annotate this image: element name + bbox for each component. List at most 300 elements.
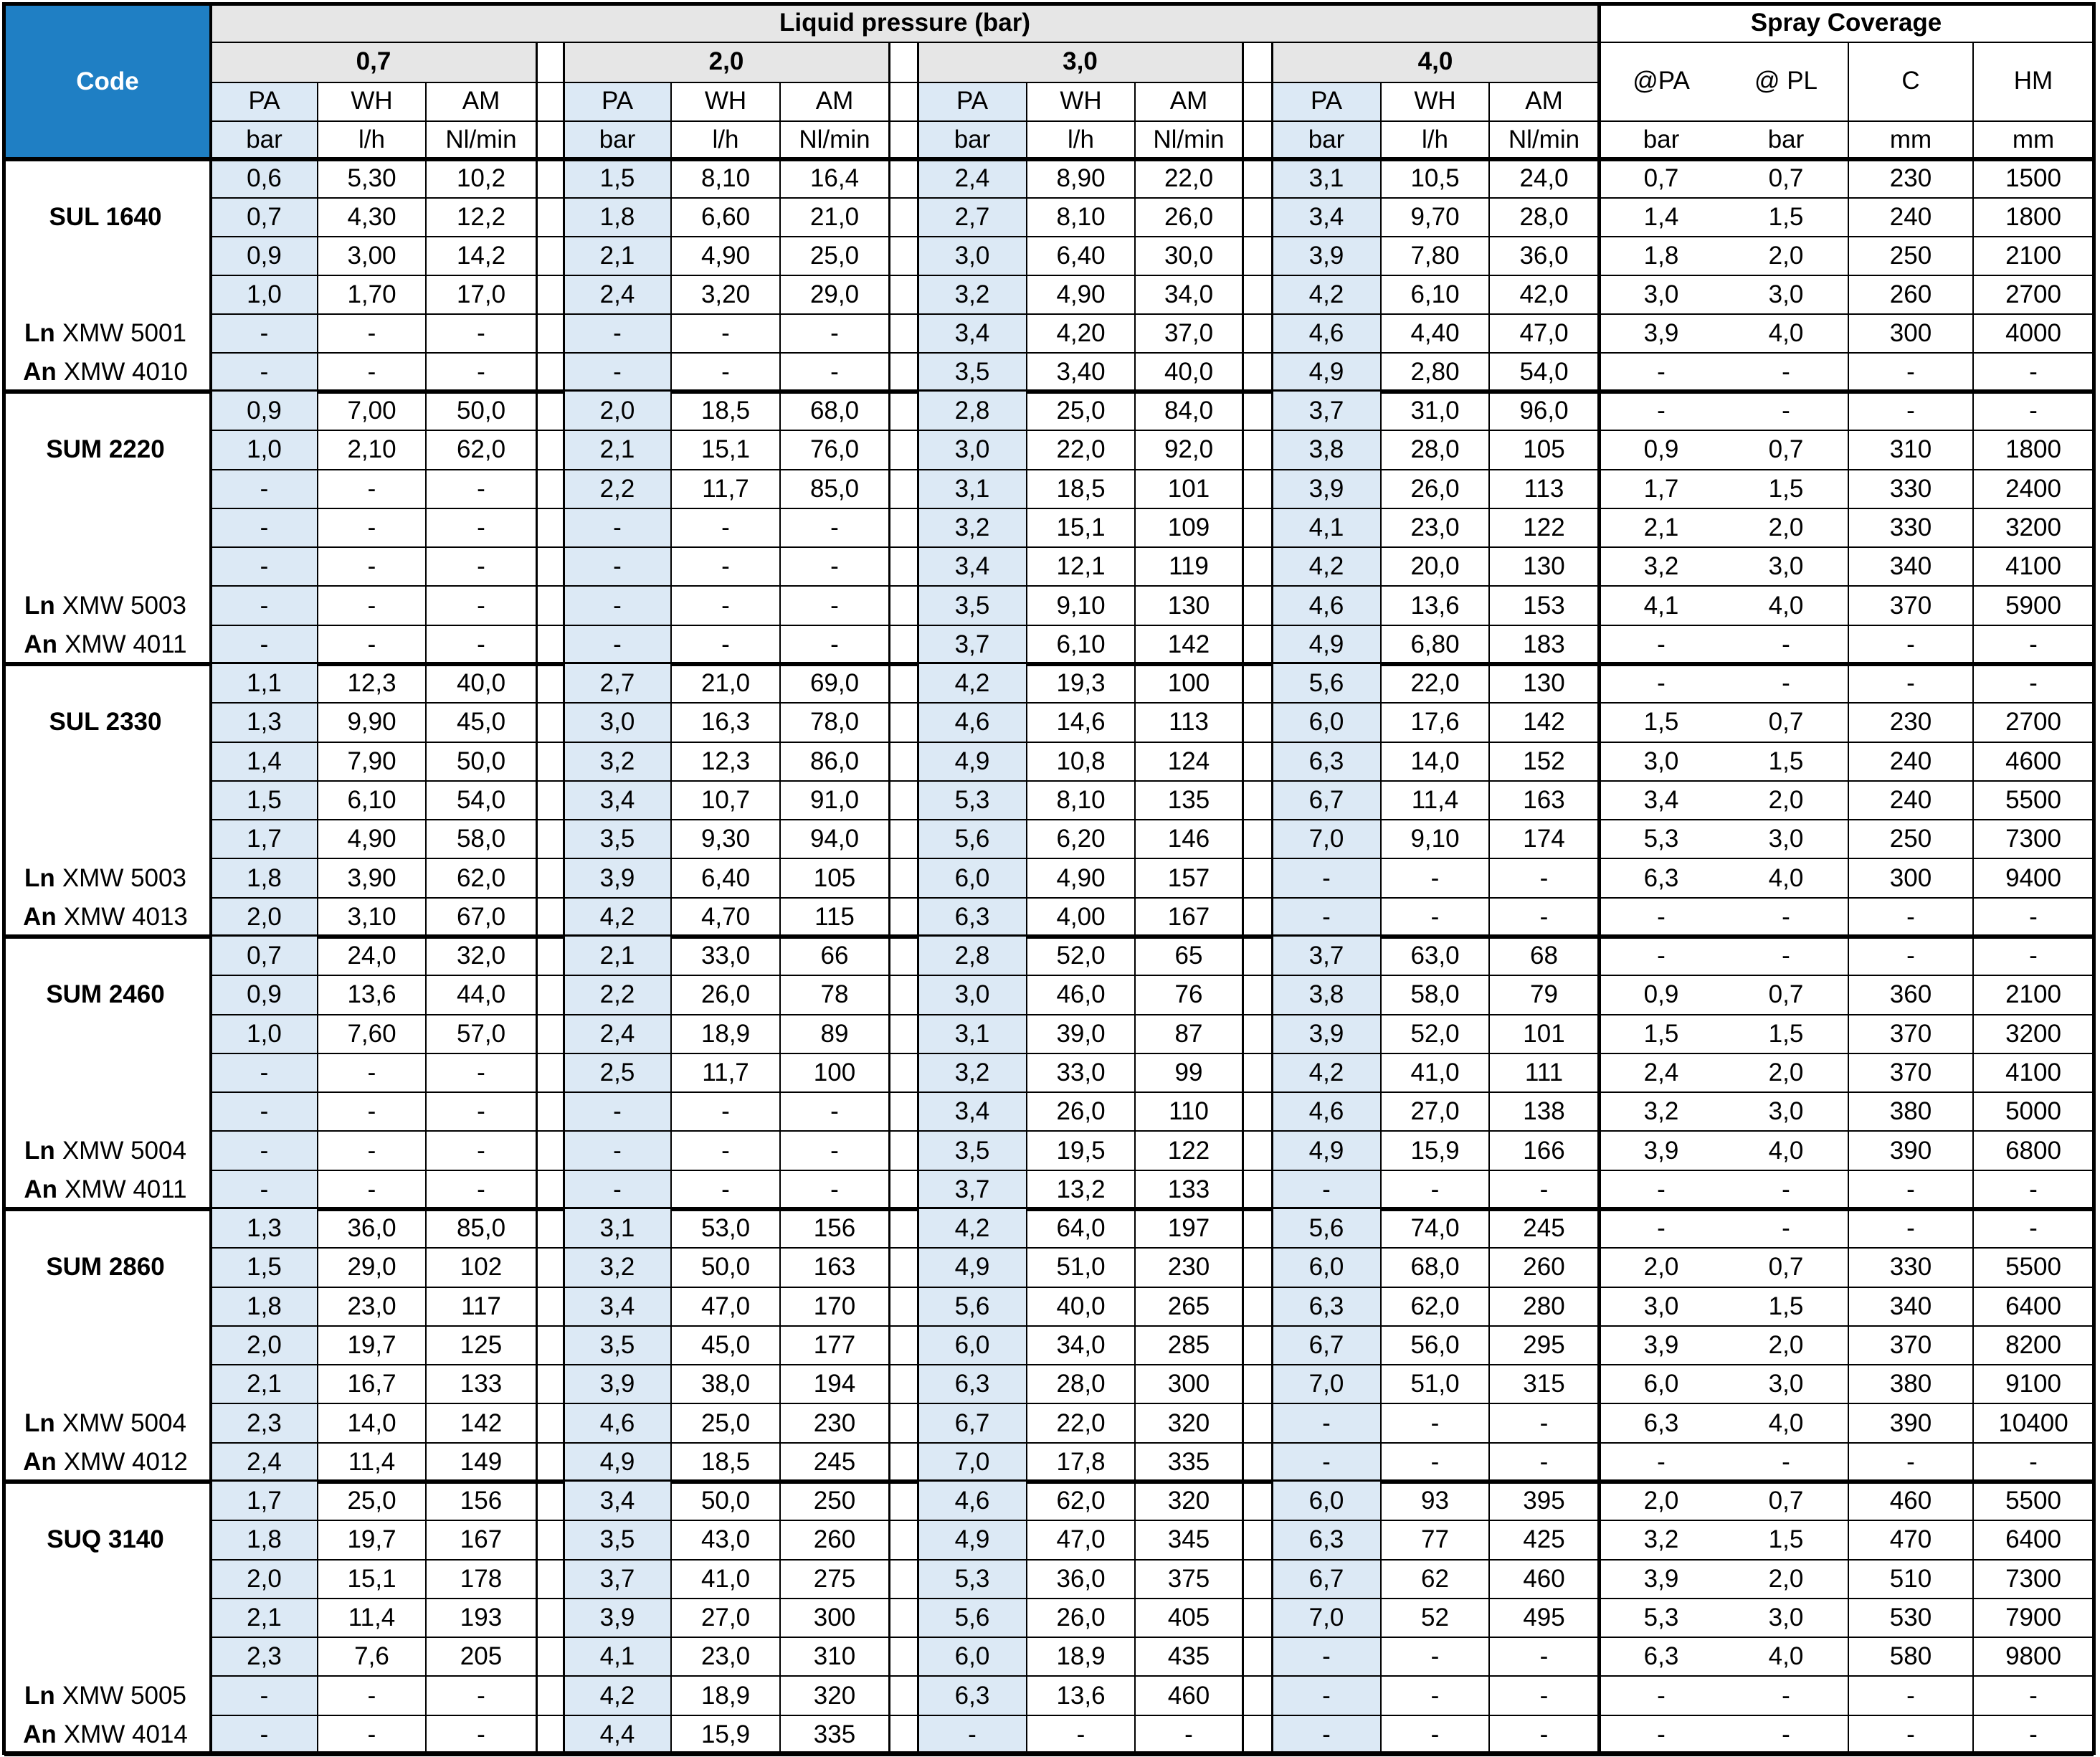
- table-cell: -: [260, 1136, 269, 1165]
- ln-prefix: Ln: [24, 1136, 55, 1165]
- table-cell: 3,00: [347, 242, 396, 270]
- table-cell: 275: [813, 1564, 856, 1593]
- table-cell: 370: [1889, 591, 1932, 620]
- table-cell: 25,0: [809, 242, 860, 270]
- table-row: [0, 508, 2100, 547]
- table-row: [0, 898, 2100, 937]
- table-cell: 15,9: [700, 1720, 751, 1748]
- ln-code-label: [4, 586, 206, 625]
- table-cell: 14,2: [456, 242, 506, 270]
- table-cell: 62,0: [1056, 1487, 1106, 1515]
- ln-code-label: [4, 858, 206, 897]
- an-code-label: [4, 1170, 206, 1209]
- table-cell: 3,2: [954, 280, 990, 308]
- row-divider: [211, 1247, 2094, 1249]
- table-cell: -: [1906, 1681, 1915, 1710]
- table-cell: -: [1539, 1175, 1549, 1203]
- table-cell: 3,9: [1643, 1330, 1679, 1359]
- gap-line: [1242, 42, 1244, 1754]
- table-cell: 15,9: [1410, 1136, 1460, 1165]
- table-cell: 5,3: [954, 1564, 990, 1593]
- table-cell: 117: [461, 1292, 501, 1320]
- table-cell: 2700: [2005, 280, 2061, 308]
- table-cell: 360: [1889, 980, 1932, 1009]
- table-cell: 3,4: [599, 1487, 635, 1515]
- row-divider: [211, 469, 2094, 470]
- table-row: [0, 703, 2100, 742]
- table-cell: 6,60: [700, 203, 751, 231]
- table-cell: 495: [1523, 1603, 1565, 1632]
- table-cell: 2,80: [1410, 358, 1460, 386]
- table-cell: 4600: [2005, 747, 2061, 775]
- table-cell: 167: [1167, 902, 1210, 931]
- table-cell: -: [1430, 863, 1440, 892]
- table-cell: 3,5: [954, 591, 990, 620]
- table-cell: -: [1657, 1681, 1666, 1710]
- table-cell: 1,5: [1768, 1292, 1804, 1320]
- table-cell: 1,0: [247, 280, 282, 308]
- table-cell: 4,9: [954, 1253, 990, 1282]
- product-code-label: SUM 2460: [46, 980, 165, 1009]
- row-divider: [211, 197, 2094, 199]
- table-cell: 3,9: [1643, 1136, 1679, 1165]
- table-cell: 2,0: [1768, 242, 1804, 270]
- table-cell: -: [613, 630, 622, 658]
- table-cell: 31,0: [1410, 397, 1460, 425]
- table-row: [0, 1520, 2100, 1559]
- table-cell: 3,0: [954, 242, 990, 270]
- table-cell: -: [367, 630, 376, 658]
- table-cell: 2,10: [347, 435, 396, 464]
- table-cell: 100: [813, 1058, 856, 1086]
- table-cell: 460: [1167, 1681, 1210, 1710]
- table-cell: 15,1: [347, 1564, 396, 1593]
- table-cell: -: [260, 552, 269, 581]
- table-cell: -: [1782, 1214, 1790, 1243]
- table-cell: 6,3: [954, 902, 990, 931]
- table-cell: 30,0: [1164, 242, 1214, 270]
- table-cell: 1,0: [247, 435, 282, 464]
- an-code: XMW 4011: [65, 630, 187, 658]
- ln-code: XMW 5004: [62, 1408, 186, 1437]
- table-cell: 4,9: [1308, 1136, 1344, 1165]
- table-cell: 167: [460, 1525, 503, 1554]
- table-cell: 1800: [2005, 203, 2061, 231]
- table-cell: 25,0: [1056, 397, 1106, 425]
- table-cell: 3,7: [599, 1564, 635, 1593]
- table-row: [0, 858, 2100, 897]
- table-cell: 42,0: [1519, 280, 1569, 308]
- table-cell: 58,0: [1410, 980, 1460, 1009]
- table-cell: 6,3: [1643, 863, 1679, 892]
- table-cell: 9100: [2005, 1370, 2061, 1398]
- table-cell: -: [367, 1681, 376, 1710]
- table-cell: 2,0: [1768, 1058, 1804, 1086]
- table-cell: 3,9: [599, 1603, 635, 1632]
- table-cell: -: [1906, 1175, 1915, 1203]
- table-cell: -: [1430, 1175, 1440, 1203]
- ln-code-label: [4, 1676, 206, 1715]
- table-cell: 19,3: [1056, 669, 1106, 698]
- table-row: [0, 159, 2100, 198]
- table-cell: 3,2: [599, 747, 635, 775]
- table-cell: 3,1: [954, 474, 990, 503]
- table-cell: -: [367, 1136, 376, 1165]
- table-cell: 2,7: [599, 669, 635, 698]
- row-divider: [211, 275, 2094, 276]
- table-cell: 250: [813, 1487, 856, 1515]
- table-cell: 15,1: [700, 435, 751, 464]
- table-cell: 1,5: [1768, 474, 1804, 503]
- table-cell: 2,3: [247, 1642, 282, 1671]
- unit-header: Nl/min: [1153, 126, 1225, 153]
- table-cell: 163: [1523, 785, 1565, 814]
- table-cell: 230: [813, 1408, 856, 1437]
- table-cell: 4,9: [954, 1525, 990, 1554]
- table-cell: 85,0: [809, 474, 860, 503]
- table-cell: 6,20: [1056, 825, 1106, 853]
- table-cell: 3,2: [954, 513, 990, 541]
- table-cell: 26,0: [1056, 1097, 1106, 1126]
- table-cell: 36,0: [1056, 1564, 1106, 1593]
- table-row: [0, 937, 2100, 975]
- table-cell: 300: [1167, 1370, 1210, 1398]
- table-cell: 9800: [2005, 1642, 2061, 1671]
- table-cell: 6,3: [954, 1681, 990, 1710]
- column-header: WH: [1414, 87, 1456, 115]
- table-cell: 4,4: [599, 1720, 635, 1748]
- row-divider: [211, 780, 2094, 782]
- table-cell: 57,0: [456, 1019, 506, 1048]
- table-cell: 130: [1523, 552, 1565, 581]
- table-cell: -: [2029, 358, 2038, 386]
- table-cell: 295: [1523, 1330, 1565, 1359]
- table-cell: 6800: [2005, 1136, 2061, 1165]
- table-cell: 26,0: [700, 980, 751, 1009]
- table-cell: 105: [813, 863, 856, 892]
- ln-prefix: Ln: [24, 863, 55, 892]
- table-cell: 14,0: [347, 1408, 396, 1437]
- table-cell: 300: [813, 1603, 856, 1632]
- table-cell: 6,7: [1308, 1330, 1344, 1359]
- table-cell: -: [1906, 902, 1915, 931]
- table-cell: -: [1906, 669, 1915, 698]
- spray-coverage-header: Spray Coverage: [1750, 9, 1942, 37]
- an-code: XMW 4012: [63, 1447, 188, 1476]
- row-divider: [211, 1091, 2094, 1093]
- column-header: WH: [704, 87, 747, 115]
- column-header: PA: [1310, 87, 1343, 115]
- ln-code: XMW 5003: [62, 591, 186, 620]
- table-cell: 183: [1523, 630, 1565, 658]
- table-cell: 87: [1174, 1019, 1203, 1048]
- table-cell: -: [1782, 630, 1790, 658]
- table-cell: 3,2: [599, 1253, 635, 1282]
- table-cell: 6,3: [1308, 1292, 1344, 1320]
- table-cell: 0,9: [1643, 435, 1679, 464]
- table-cell: 4,2: [1308, 1058, 1344, 1086]
- row-divider: [211, 508, 2094, 509]
- table-cell: -: [1539, 1681, 1549, 1710]
- table-cell: -: [613, 591, 622, 620]
- table-cell: 78,0: [809, 708, 860, 737]
- table-cell: 153: [1523, 591, 1565, 620]
- table-cell: -: [1782, 669, 1790, 698]
- table-cell: 4,90: [347, 825, 396, 853]
- table-cell: -: [1782, 397, 1790, 425]
- table-cell: 45,0: [456, 708, 506, 737]
- spray-unit-header: mm: [2012, 126, 2055, 153]
- table-cell: 3,0: [599, 708, 635, 737]
- table-cell: 4,0: [1768, 1408, 1804, 1437]
- table-cell: 50,0: [456, 397, 506, 425]
- table-cell: -: [1657, 1447, 1666, 1476]
- table-cell: 22,0: [1164, 164, 1214, 192]
- table-cell: 4,9: [599, 1447, 635, 1476]
- table-cell: 18,5: [1056, 474, 1106, 503]
- table-cell: 135: [1167, 785, 1210, 814]
- table-cell: 17,8: [1056, 1447, 1106, 1476]
- table-cell: 6,3: [1308, 747, 1344, 775]
- table-cell: 9,70: [1410, 203, 1460, 231]
- table-cell: -: [830, 1097, 839, 1126]
- table-cell: -: [721, 358, 730, 386]
- table-cell: 56,0: [1410, 1330, 1460, 1359]
- spray-column-header: C: [1901, 67, 1920, 95]
- table-cell: 36,0: [347, 1214, 396, 1243]
- table-cell: 7,80: [1410, 242, 1460, 270]
- table-cell: 177: [813, 1330, 856, 1359]
- table-cell: 92,0: [1164, 435, 1214, 464]
- table-cell: -: [830, 1175, 839, 1203]
- table-cell: 5500: [2005, 1253, 2061, 1282]
- column-header: WH: [1060, 87, 1102, 115]
- product-code-label: SUL 2330: [49, 708, 162, 737]
- table-cell: 28,0: [1410, 435, 1460, 464]
- table-cell: 2,1: [247, 1370, 282, 1398]
- table-cell: -: [1430, 1408, 1440, 1437]
- column-header: AM: [815, 87, 854, 115]
- unit-header: Nl/min: [445, 126, 517, 153]
- table-cell: 33,0: [700, 942, 751, 970]
- table-cell: 16,7: [347, 1370, 396, 1398]
- column-line: [1134, 82, 1136, 1754]
- table-cell: -: [613, 552, 622, 581]
- table-cell: 335: [1167, 1447, 1210, 1476]
- row-divider: [211, 585, 2094, 587]
- table-cell: 230: [1889, 164, 1932, 192]
- table-cell: 230: [1889, 708, 1932, 737]
- table-cell: 250: [1889, 825, 1932, 853]
- table-cell: 0,7: [1768, 1487, 1804, 1515]
- table-cell: 125: [460, 1330, 503, 1359]
- header-line: [211, 120, 2094, 122]
- table-cell: 1,5: [1643, 1019, 1679, 1048]
- table-cell: 99: [1174, 1058, 1203, 1086]
- table-cell: 29,0: [809, 280, 860, 308]
- column-header: AM: [1169, 87, 1208, 115]
- table-cell: -: [367, 1175, 376, 1203]
- table-cell: 100: [1167, 669, 1210, 698]
- table-cell: 4,20: [1056, 319, 1106, 347]
- table-cell: 11,4: [348, 1447, 396, 1476]
- table-cell: 54,0: [456, 785, 506, 814]
- table-cell: 1,5: [1768, 747, 1804, 775]
- table-cell: 12,2: [456, 203, 506, 231]
- table-cell: -: [260, 1175, 269, 1203]
- table-cell: 4,1: [599, 1642, 635, 1671]
- ln-prefix: Ln: [24, 1408, 55, 1437]
- table-cell: 15,1: [1056, 513, 1106, 541]
- table-cell: 370: [1889, 1019, 1932, 1048]
- table-cell: -: [260, 1058, 269, 1086]
- table-cell: 21,0: [700, 669, 751, 698]
- table-cell: 156: [813, 1214, 856, 1243]
- table-cell: 124: [1167, 747, 1210, 775]
- table-cell: -: [1322, 1720, 1331, 1748]
- product-code-label: SUM 2860: [46, 1253, 165, 1282]
- table-cell: 250: [1889, 242, 1932, 270]
- table-cell: 5,6: [1308, 669, 1344, 698]
- table-cell: -: [1906, 358, 1915, 386]
- row-divider: [211, 1442, 2094, 1444]
- table-cell: -: [2029, 397, 2038, 425]
- row-divider: [211, 1053, 2094, 1054]
- table-cell: 1,5: [247, 785, 282, 814]
- table-cell: 2,5: [599, 1058, 635, 1086]
- row-divider: [211, 1559, 2094, 1561]
- table-row: [0, 586, 2100, 625]
- pressure-group-header: 2,0: [708, 47, 744, 75]
- table-cell: 3,0: [1643, 747, 1679, 775]
- table-row: [0, 392, 2100, 430]
- gap-line: [563, 42, 565, 1754]
- table-cell: 425: [1523, 1525, 1565, 1554]
- table-cell: 340: [1889, 552, 1932, 581]
- ln-code: XMW 5001: [62, 319, 186, 347]
- table-cell: 6,40: [1056, 242, 1106, 270]
- ln-code-label: [4, 1403, 206, 1442]
- row-divider: [211, 1520, 2094, 1521]
- table-cell: 94,0: [809, 825, 860, 853]
- table-cell: 2,4: [599, 1019, 635, 1048]
- table-cell: 3,0: [1768, 1603, 1804, 1632]
- spray-column-header: @PA: [1633, 67, 1690, 95]
- table-cell: 2,3: [247, 1408, 282, 1437]
- table-cell: 9,30: [700, 825, 751, 853]
- header-line: [1599, 42, 2094, 43]
- table-cell: -: [1539, 863, 1549, 892]
- table-cell: 7,00: [347, 397, 396, 425]
- table-row: [0, 1560, 2100, 1599]
- table-cell: 3,20: [700, 280, 751, 308]
- table-cell: 62,0: [456, 435, 506, 464]
- unit-header: l/h: [358, 126, 385, 153]
- column-header: PA: [248, 87, 280, 115]
- table-cell: 320: [1167, 1487, 1210, 1515]
- table-cell: 205: [460, 1642, 503, 1671]
- table-cell: -: [1539, 1642, 1549, 1671]
- table-cell: 130: [1167, 591, 1210, 620]
- pressure-group-header: 4,0: [1417, 47, 1453, 75]
- table-cell: 3,5: [599, 1525, 635, 1554]
- table-cell: 19,7: [347, 1330, 396, 1359]
- table-cell: 2,1: [599, 242, 635, 270]
- table-cell: 4,90: [1056, 863, 1106, 892]
- table-cell: -: [721, 1175, 730, 1203]
- table-cell: 0,7: [247, 203, 282, 231]
- table-cell: 330: [1889, 1253, 1932, 1282]
- table-cell: 300: [1889, 319, 1932, 347]
- table-cell: 178: [460, 1564, 503, 1593]
- table-cell: 5,3: [954, 785, 990, 814]
- table-cell: 0,9: [247, 980, 282, 1009]
- table-cell: -: [968, 1720, 977, 1748]
- table-cell: 22,0: [1410, 669, 1460, 698]
- table-cell: 3,1: [954, 1019, 990, 1048]
- table-cell: 6400: [2005, 1525, 2061, 1554]
- table-cell: 460: [1523, 1564, 1565, 1593]
- an-code-label: [4, 1443, 206, 1482]
- table-row: [0, 664, 2100, 703]
- table-cell: 3,4: [954, 319, 990, 347]
- table-cell: 5,3: [1643, 1603, 1679, 1632]
- table-cell: 3,2: [954, 1058, 990, 1086]
- table-cell: 6,0: [1643, 1370, 1679, 1398]
- table-cell: 18,9: [1056, 1642, 1106, 1671]
- table-cell: 54,0: [1519, 358, 1569, 386]
- table-cell: -: [260, 630, 269, 658]
- table-cell: 33,0: [1056, 1058, 1106, 1086]
- table-cell: 370: [1889, 1330, 1932, 1359]
- table-cell: 68,0: [1410, 1253, 1460, 1282]
- table-cell: -: [477, 474, 485, 503]
- table-cell: 435: [1167, 1642, 1210, 1671]
- table-cell: 3,4: [599, 1292, 635, 1320]
- table-cell: -: [2029, 942, 2038, 970]
- table-cell: 2,0: [1643, 1253, 1679, 1282]
- table-cell: 4,0: [1768, 319, 1804, 347]
- table-cell: -: [613, 1175, 622, 1203]
- table-cell: -: [367, 552, 376, 581]
- table-cell: -: [477, 1681, 485, 1710]
- table-cell: 6,7: [1308, 785, 1344, 814]
- table-cell: 7300: [2005, 825, 2061, 853]
- table-row: [0, 198, 2100, 237]
- table-cell: 51,0: [1410, 1370, 1460, 1398]
- table-cell: 29,0: [347, 1253, 396, 1282]
- table-cell: 4,6: [599, 1408, 635, 1437]
- table-cell: 13,6: [1410, 591, 1460, 620]
- table-cell: 78: [820, 980, 849, 1009]
- table-cell: -: [2029, 1681, 2038, 1710]
- row-divider: [211, 1403, 2094, 1404]
- table-cell: 0,6: [247, 164, 282, 192]
- table-cell: 2,2: [599, 474, 635, 503]
- pressure-group-header: 0,7: [356, 47, 391, 75]
- table-cell: 12,3: [700, 747, 751, 775]
- unit-header: bar: [246, 126, 282, 153]
- table-cell: -: [477, 513, 485, 541]
- table-cell: 10400: [1998, 1408, 2068, 1437]
- table-cell: 2,0: [599, 397, 635, 425]
- table-cell: -: [1782, 1447, 1790, 1476]
- spray-unit-header: bar: [1643, 126, 1680, 153]
- table-cell: -: [367, 358, 376, 386]
- table-cell: 40,0: [1164, 358, 1214, 386]
- table-cell: 5500: [2005, 1487, 2061, 1515]
- table-cell: 3200: [2005, 513, 2061, 541]
